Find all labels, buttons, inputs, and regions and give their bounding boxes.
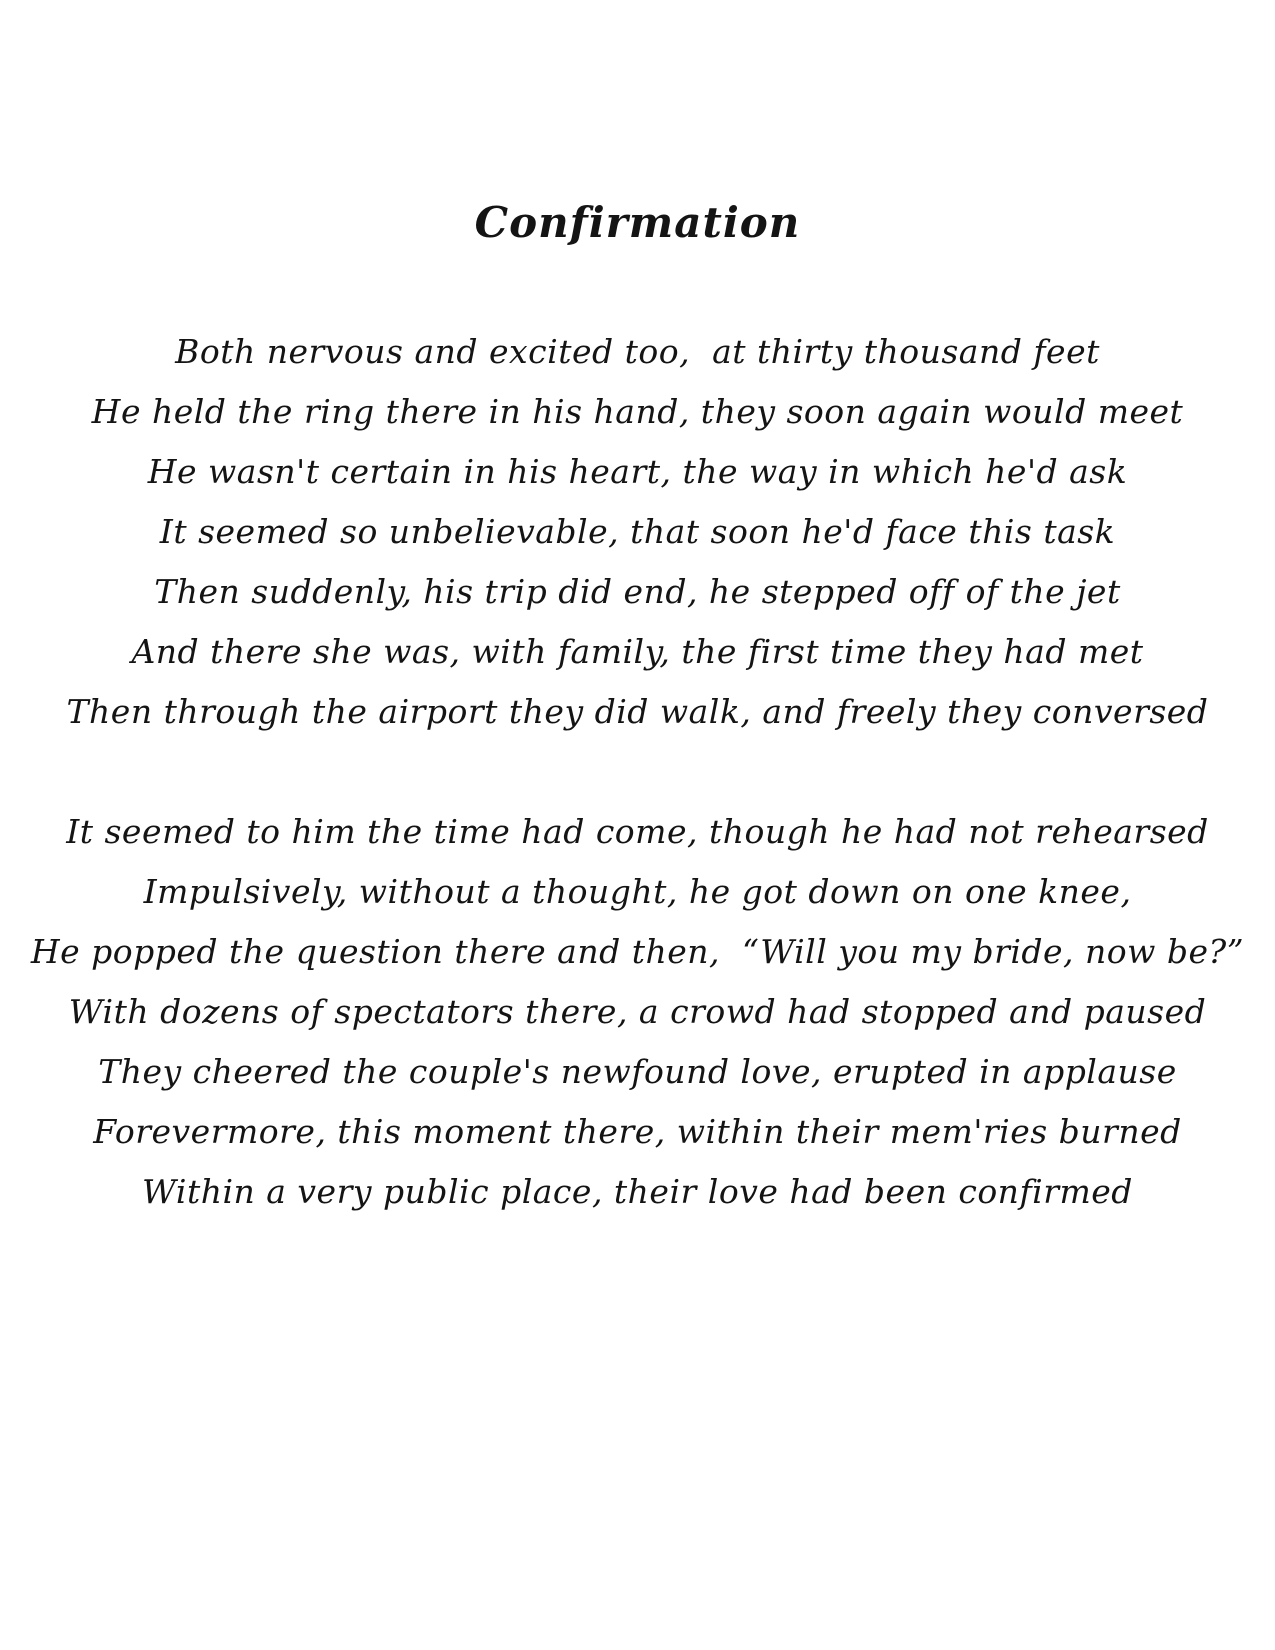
poem-line: It seemed to him the time had come, though he had not rehearsed [66,812,1209,851]
stanza-2 [0,802,1275,1222]
poem-line: They cheered the couple's newfound love, erupted in applause [98,1052,1177,1091]
poem-line: And there she was, with family, the first time they had met [131,632,1144,671]
poem-title: Confirmation [474,198,801,247]
poem-line: Impulsively, without a thought, he got down on one knee, [143,872,1132,911]
poem-line: Within a very public place, their love had been confirmed [142,1172,1133,1211]
poem-line: Forevermore, this moment there, within their mem'ries burned [93,1112,1182,1151]
poem-line: It seemed so unbelievable, that soon he'd face this task [159,512,1116,551]
poem-line: He held the ring there in his hand, they soon again would meet [91,392,1184,431]
stanza-1 [0,322,1275,742]
poem-line: He popped the question there and then, “Will you my bride, now be?” [30,932,1245,971]
poem-line: Both nervous and excited too, at thirty thousand feet [175,332,1100,371]
poem-line: Then suddenly, his trip did end, he stepped off of the jet [154,572,1121,611]
poem-line: Then through the airport they did walk, and freely they conversed [66,692,1209,731]
poem-line: With dozens of spectators there, a crowd had stopped and paused [68,992,1207,1031]
poem-line: He wasn't certain in his heart, the way in which he'd ask [147,452,1128,491]
